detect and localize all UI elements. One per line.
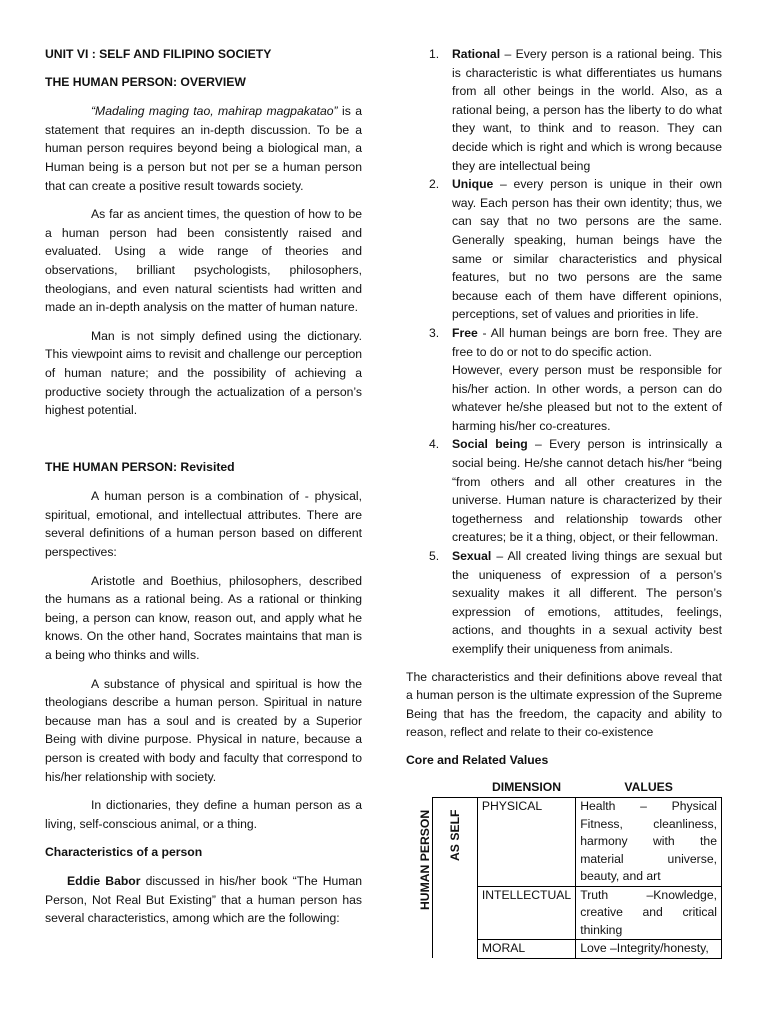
core-values-table-wrap	[406, 778, 722, 959]
values-cell: Love –Integrity/honesty,	[576, 940, 722, 959]
dimension-cell: PHYSICAL	[477, 798, 575, 887]
right-column	[406, 45, 722, 959]
overview-paragraph-1: “Madaling maging tao, mahirap magpakatao” is a statement that requires an in-depth discussion. To be a human person requires beyond being a biological man, a Human being is a person but not per se a human person that can create a positive result towards society.	[45, 104, 362, 193]
tagalog-quote: “Madaling maging tao, mahirap magpakatao”	[91, 104, 338, 119]
revisited-heading: THE HUMAN PERSON: Revisited	[45, 459, 235, 474]
human-person-label: HUMAN PERSON	[418, 809, 432, 910]
summary-paragraph: The characteristics and their definitions above reveal that a human person is the ultimate expression of the Supreme Being that has the freedom, the capacity and ability to reason, reflect and relate to their co-existence	[406, 669, 722, 740]
left-column	[45, 45, 362, 928]
core-values-table	[432, 778, 722, 959]
values-cell: Truth –Knowledge, creative and critical thinking	[576, 886, 722, 940]
characteristics-list	[406, 45, 722, 659]
list-item: 2. Unique – every person is unique in their own way. Each person has their own identity; thus, we can say that no two persons are the same. Generally speaking, human beings have the same or similar characteristics and physical features, but no two persons are the same because each of them have different opinions, perceptions, set of values and priorities in life.	[429, 177, 722, 322]
revisited-paragraph-2: Aristotle and Boethius, philosophers, described the humans as a rational being. As a rational or thinking being, a person can know, reason out, and apply what he knows. On the other hand, Socrates maintains that man is a being who thinks and wills.	[45, 573, 362, 663]
unit-title: UNIT VI : SELF AND FILIPINO SOCIETY	[45, 47, 272, 61]
list-item: 1. Rational – Every person is a rational being. This is characteristic is what differentiates us humans from all other beings in the world. Also, as a rational being, a person has the liberty to do what they want, to think and to reason. They can decide which is right and which is wrong because they are intellectual being	[429, 47, 722, 173]
dimension-cell: MORAL	[477, 940, 575, 959]
overview-paragraph-2: As far as ancient times, the question of how to be a human person had been consistently raised and evaluated. Using a wide range of theories and observations, brilliant psychologists, philosophers, theologians, and even natural scientists had written and made an in-depth analysis on the matter of human nature.	[45, 207, 362, 315]
dimension-header: DIMENSION	[491, 779, 562, 794]
list-item: 3. Free - All human beings are born free. They are free to do or not to do specific action. However, every person must be responsible for his/her action. In other words, a person can do whatever he/she pleased but not to the extent of harming his/her co-creatures.	[429, 325, 722, 433]
list-item: 4. Social being – Every person is intrinsically a social being. He/she cannot detach his/her “being “from others and all other creatures in the universe. Human nature is characterized by their togetherness and relationship towards other creatures; be it a thing, object, or their fellowman.	[429, 437, 722, 545]
table-row	[433, 798, 722, 887]
author-name: Eddie Babor	[67, 873, 141, 888]
characteristics-intro: Eddie Babor discussed in his/her book “The Human Person, Not Real But Existing” that a human person has several characteristics, among which are the following:	[45, 873, 363, 926]
values-cell: Health – Physical Fitness, cleanliness, harmony with the material universe, beauty, and art	[576, 798, 722, 887]
revisited-paragraph-1: A human person is a combination of - physical, spiritual, emotional, and intellectual attributes. There are several definitions of a human person based on different perspectives:	[45, 489, 362, 560]
revisited-paragraph-4: In dictionaries, they define a human person as a living, self-conscious animal, or a thing.	[45, 798, 362, 831]
core-values-heading: Core and Related Values	[406, 752, 549, 767]
dimension-cell: INTELLECTUAL	[477, 886, 575, 940]
overview-paragraph-3: Man is not simply defined using the dictionary. This viewpoint aims to revisit and challenge our perception of human nature; and the possibility of achieving a productive society through the actualization of a person’s highest potential.	[45, 328, 362, 418]
overview-heading: THE HUMAN PERSON: OVERVIEW	[45, 74, 246, 89]
characteristics-heading: Characteristics of a person	[45, 845, 203, 860]
list-item: 5. Sexual – All created living things are sexual but the uniqueness of expression of a person’s sexuality makes it all different. The person’s expression of emotions, attitudes, feelings, actions, and thoughts in a sexual activity best exemplify their uniqueness from animals.	[429, 549, 722, 656]
as-self-label: AS SELF	[448, 809, 462, 861]
revisited-paragraph-3: A substance of physical and spiritual is how the theologians describe a human person. Spiritual in nature because man has a soul and is created by a Superior Being with divine purpose. Physical in nature, because a person is created with body and faculty that correspond to his/her relationship with society.	[45, 676, 362, 784]
values-header: VALUES	[624, 779, 673, 794]
